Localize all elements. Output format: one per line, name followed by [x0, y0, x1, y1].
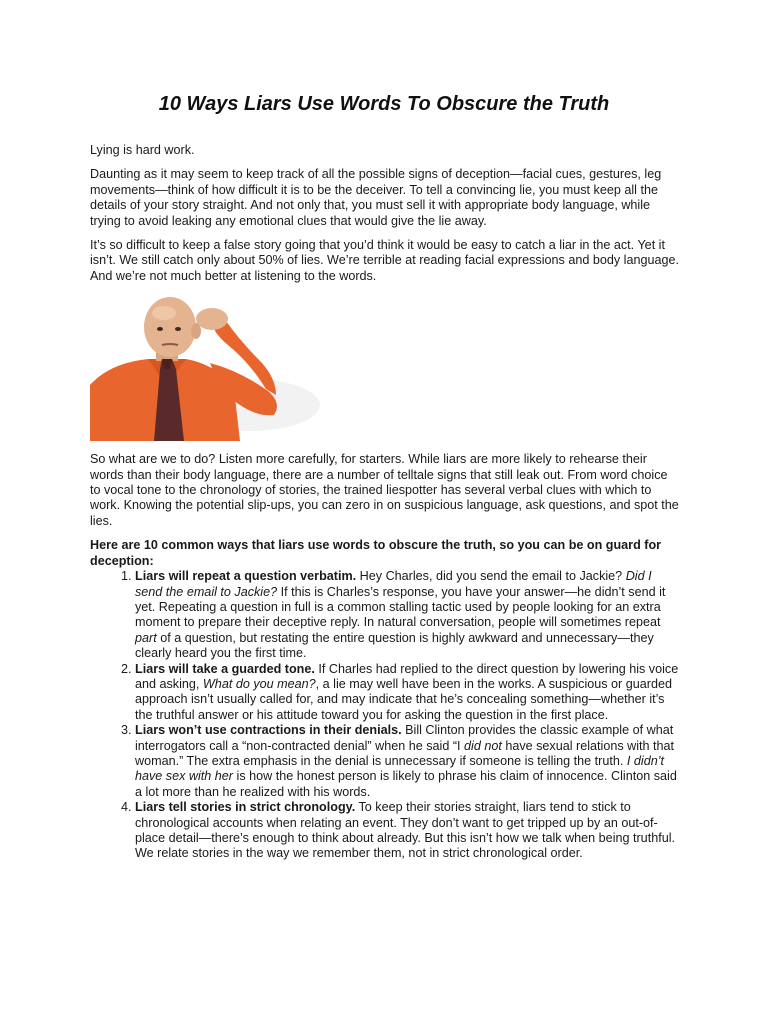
- list-intro: Here are 10 common ways that liars use words to obscure the truth, so you can be on guard for deception:: [90, 538, 662, 568]
- tips-list: [90, 569, 680, 862]
- page-title: 10 Ways Liars Use Words To Obscure the Truth: [158, 93, 610, 115]
- list-item: [135, 723, 680, 800]
- list-item: [135, 800, 680, 862]
- item-text: have sexual relations with that woman.” The extra emphasis in the denial is unnecessary if someone is telling the truth.: [135, 738, 675, 768]
- item-text: is how the honest person is likely to phrase his claim of innocence. Clinton said a lot more than he realized with his words.: [135, 769, 677, 799]
- item-emphasis: I didn’t have sex with her: [135, 753, 664, 784]
- item-text: Hey Charles, did you send the email to Jackie?: [356, 569, 626, 584]
- item-text: If Charles had replied to the direct question by lowering his voice and asking,: [135, 661, 679, 691]
- thinking-man-photo: [90, 293, 342, 441]
- item-heading: Liars tell stories in strict chronology.: [135, 800, 356, 815]
- paragraph-daunting: Daunting as it may seem to keep track of all the possible signs of deception—facial cues, gestures, leg movements—think of how difficult it is to be the deceiver. To tell a convincing lie, you must keep all the details of your story straight. And not only that, you must sell it with appropriate body language, while trying to avoid leaking any emotional clues that would give the lie away.: [90, 167, 662, 228]
- item-emphasis: did not: [464, 738, 502, 753]
- item-emphasis: Did I send the email to Jackie?: [135, 569, 652, 599]
- paragraph-what-to-do: So what are we to do? Listen more carefully, for starters. While liars are more likely to rehearse their words than their body language, there are a number of telltale signs that still leak out. From word choice to vocal tone to the chronology of stories, the trained liespotter has several verbal clues with which to work. Knowing the potential slip-ups, you can zero in on suspicious language, ask questions, and spot the lies.: [90, 452, 679, 528]
- item-text: Bill Clinton provides the classic example of what interrogators call a “non-contracted denial” when he said “I: [135, 723, 674, 753]
- list-item: [135, 569, 680, 661]
- item-heading: Liars will take a guarded tone.: [135, 661, 315, 676]
- item-text: If this is Charles’s response, you have your answer—he didn’t send it yet. Repeating a question in full is a common stalling tactic used by people looking for an extra moment to prepare their deceptive reply. In natural conversation, people will sometimes repeat: [135, 584, 666, 630]
- item-emphasis: part: [135, 630, 157, 645]
- item-emphasis: What do you mean?: [202, 676, 316, 691]
- item-text: To keep their stories straight, liars tend to stick to chronological accounts when relating an event. They don’t want to get tripped up by an out-of-place detail—there’s enough to think about already. But this isn’t how we talk when being truthful. We relate stories in the way we remember them, not in strict chronological order.: [135, 800, 675, 861]
- article-body: [90, 143, 680, 862]
- paragraph-difficult: It’s so difficult to keep a false story going that you’d think it would be easy to catch a liar in the act. Yet it isn’t. We still catch only about 50% of lies. We’re terrible at reading facial expressions and body language. And we’re not much better at listening to the words.: [90, 238, 679, 283]
- item-heading: Liars won’t use contractions in their denials.: [135, 723, 402, 738]
- list-item: [135, 662, 680, 724]
- item-heading: Liars will repeat a question verbatim.: [135, 569, 357, 584]
- paragraph-intro: Lying is hard work.: [90, 143, 195, 157]
- item-text: of a question, but restating the entire question is highly awkward and unnecessary—they clearly heard you the first time.: [135, 630, 654, 661]
- item-text: , a lie may well have been in the works. A suspicious or guarded approach isn’t usually called for, and may indicate that he’s concealing something—whether it’s the truthful answer or his attitude toward you for asking the question in the first place.: [135, 676, 672, 722]
